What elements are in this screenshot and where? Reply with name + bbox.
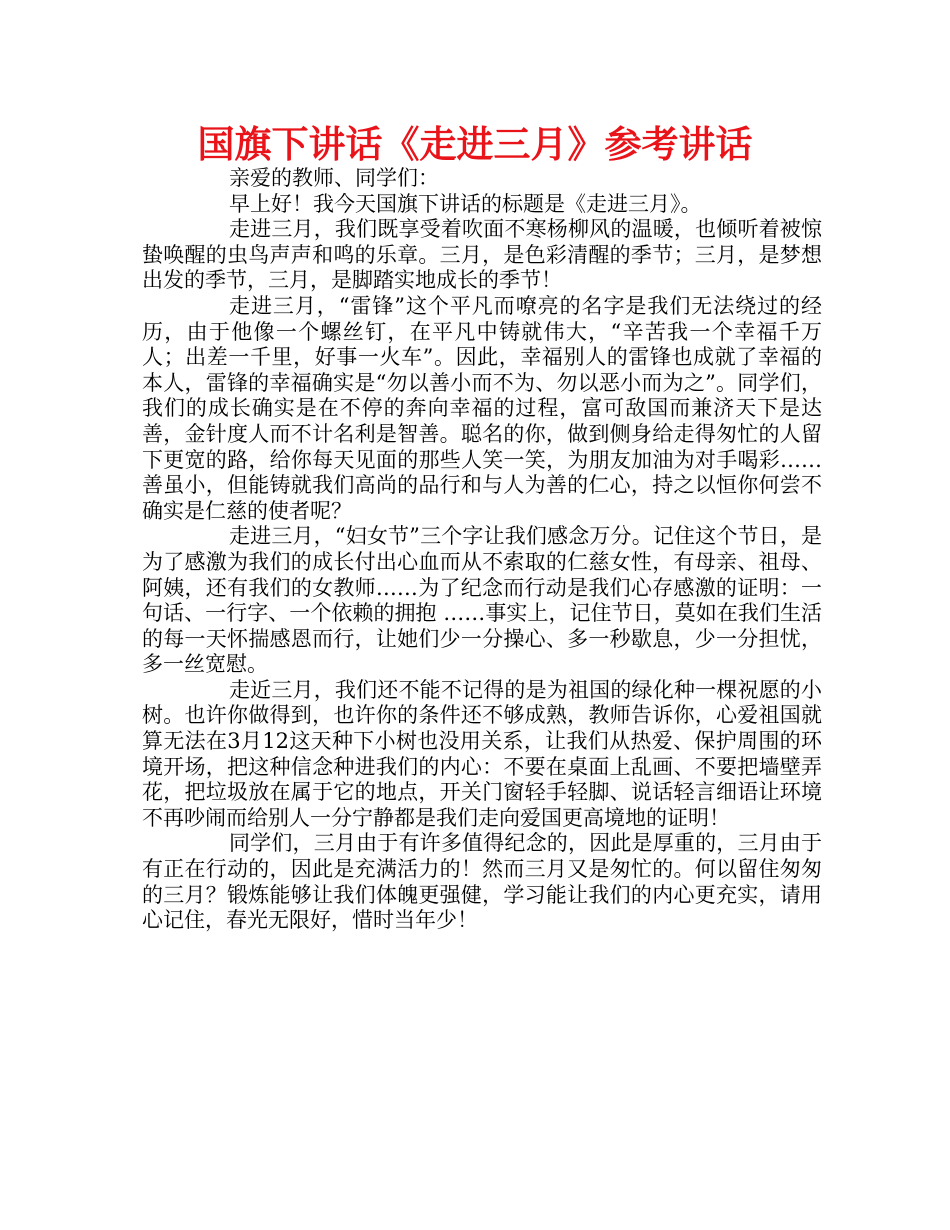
- salutation: 亲爱的教师、同学们：: [229, 166, 439, 190]
- speech-body: [142, 166, 822, 934]
- page-title: 国旗下讲话《走进三月》参考讲话: [197, 123, 753, 166]
- paragraph-spring: 走进三月，我们既享受着吹面不寒杨柳风的温暖，也倾听着被惊蛰唤醒的虫鸟声声和鸣的乐章。三月，是色彩清醒的季节；三月，是梦想出发的季节，三月，是脚踏实地成长的季节！: [142, 217, 822, 293]
- paragraph-closing: 同学们，三月由于有许多值得纪念的，因此是厚重的，三月由于有正在行动的，因此是充满活力的！然而三月又是匆忙的。何以留住匆匆的三月？锻炼能够让我们体魄更强健，学习能让我们的内心更充实，请用心记住，春光无限好，惜时当年少！: [142, 831, 822, 933]
- paragraph-leifeng: 走进三月，“雷锋”这个平凡而嘹亮的名字是我们无法绕过的经历，由于他像一个螺丝钉，在平凡中铸就伟大，“辛苦我一个幸福千万人；出差一千里，好事一火车”。因此，幸福别人的雷锋也成就了幸福的本人，雷锋的幸福确实是“勿以善小而不为、勿以恶小而为之”。同学们，我们的成长确实是在不停的奔向幸福的过程，富可敌国而兼济天下是达善，金针度人而不计名利是智善。聪名的你，做到侧身给走得匆忙的人留下更宽的路，给你每天见面的那些人笑一笑，为朋友加油为对手喝彩……善虽小，但能铸就我们高尚的品行和与人为善的仁心，持之以恒你何尝不确实是仁慈的使者呢？: [142, 293, 822, 523]
- paragraph-arbor-day: 走近三月，我们还不能不记得的是为祖国的绿化种一棵祝愿的小树。也许你做得到，也许你的条件还不够成熟，教师告诉你，心爱祖国就算无法在3月12这天种下小树也没用关系，让我们从热爱、保护周围的环境开场，把这种信念种进我们的内心：不要在桌面上乱画、不要把墙壁弄花，把垃圾放在属于它的地点，开关门窗轻手轻脚、说话轻言细语让环境不再吵闹而给别人一分宁静都是我们走向爱国更高境地的证明！: [142, 677, 822, 830]
- paragraph-womens-day: 走进三月，“妇女节”三个字让我们感念万分。记住这个节日，是为了感激为我们的成长付出心血而从不索取的仁慈女性，有母亲、祖母、阿姨，还有我们的女教师……为了纪念而行动是我们心存感激的证明：一句话、一行字、一个依赖的拥抱 ……事实上，记住节日，莫如在我们生活的每一天怀揣感恩而行，让她们少一分操心、多一秒歇息，少一分担忧，多一丝宽慰。: [142, 524, 822, 677]
- paragraph-greeting: 早上好！我今天国旗下讲话的标题是《走进三月》。: [229, 191, 702, 216]
